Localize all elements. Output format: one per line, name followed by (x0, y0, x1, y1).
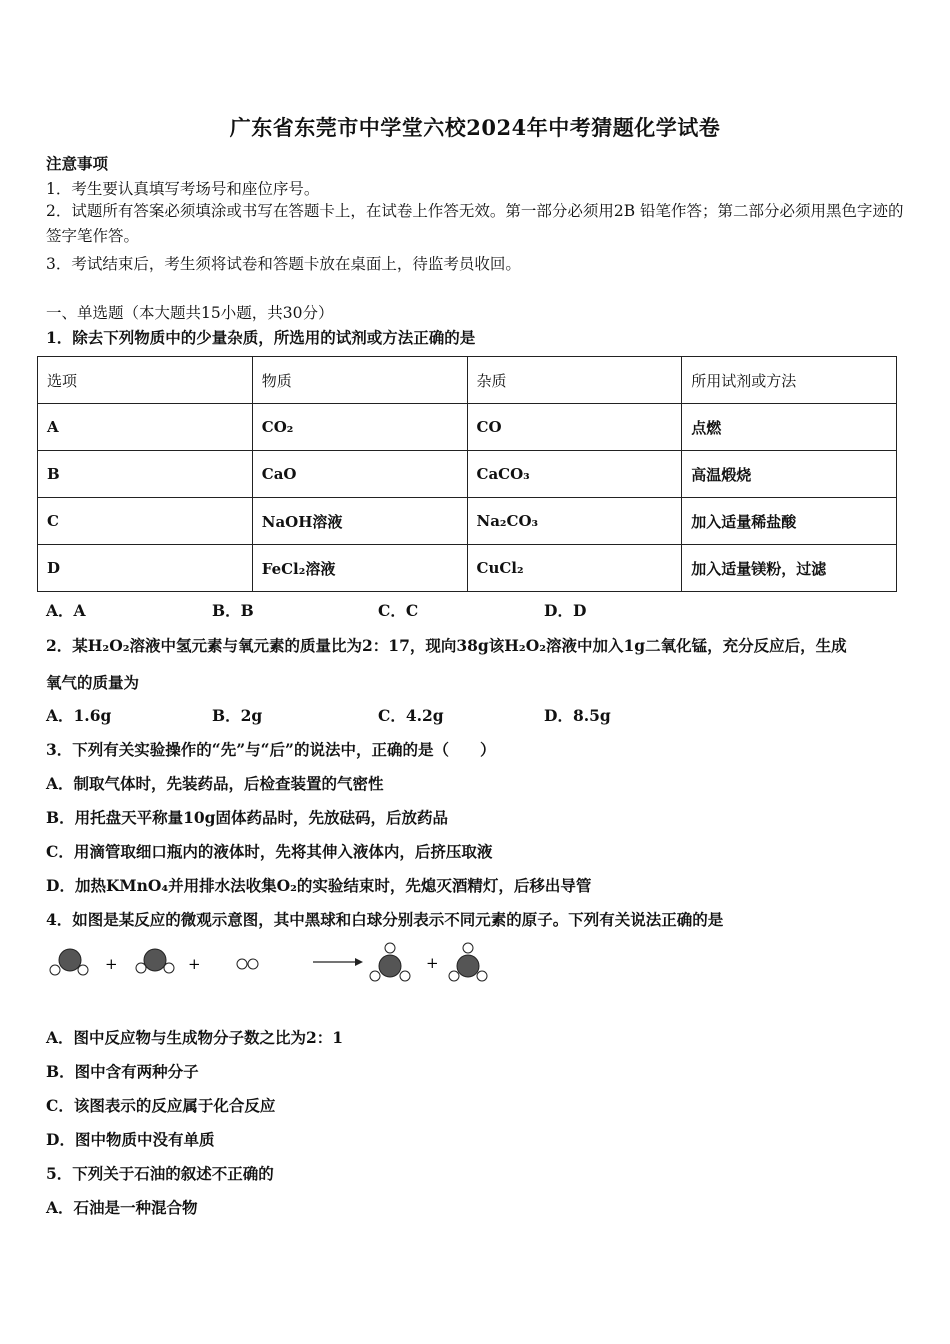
q2-options (46, 704, 710, 726)
table-row (38, 545, 897, 592)
table-cell: 加入适量稀盐酸 (682, 498, 897, 545)
table-cell: C (38, 498, 253, 545)
table-cell: 加入适量镁粉，过滤 (682, 545, 897, 592)
notice-item-3: 3．考试结束后，考生须将试卷和答题卡放在桌面上，待监考员收回。 (46, 255, 521, 273)
q3-option-c: C．用滴管取细口瓶内的液体时，先将其伸入液体内，后挤压取液 (46, 842, 493, 861)
notice-item-1: 1．考生要认真填写考场号和座位序号。 (46, 180, 320, 198)
table-header-cell: 杂质 (467, 357, 682, 404)
table-cell: D (38, 545, 253, 592)
q1-option-a: A．A (46, 601, 86, 620)
reactant-molecule-3 (237, 959, 258, 969)
q3-option-b: B．用托盘天平称量10g固体药品时，先放砝码，后放药品 (46, 808, 449, 827)
table-row (38, 451, 897, 498)
q1-option-b: B．B (212, 601, 254, 620)
table-cell: B (38, 451, 253, 498)
table-header-cell: 物质 (252, 357, 467, 404)
section-heading: 一、单选题（本大题共15小题，共30分） (46, 304, 334, 322)
table-cell: 高温煅烧 (682, 451, 897, 498)
q1-stem: 1．除去下列物质中的少量杂质，所选用的试剂或方法正确的是 (46, 328, 476, 347)
table-header-cell: 所用试剂或方法 (682, 357, 897, 404)
table-cell: CuCl₂ (467, 545, 682, 592)
table-cell: A (38, 404, 253, 451)
plus-sign: + (188, 955, 201, 973)
table-cell: CO (467, 404, 682, 451)
q2-option-b: B．2g (212, 706, 263, 725)
q5-option-a: A．石油是一种混合物 (46, 1198, 198, 1217)
q2-option-d: D．8.5g (544, 706, 611, 725)
table-cell: NaOH溶液 (252, 498, 467, 545)
q2-option-a: A．1.6g (46, 706, 112, 725)
q4-option-b: B．图中含有两种分子 (46, 1062, 199, 1081)
notice-heading: 注意事项 (46, 154, 109, 173)
reaction-diagram (40, 936, 510, 990)
plus-sign: + (105, 955, 118, 973)
q4-stem: 4．如图是某反应的微观示意图，其中黑球和白球分别表示不同元素的原子。下列有关说法正确的是 (46, 910, 724, 929)
arrow-icon (313, 958, 363, 966)
table-cell: CO₂ (252, 404, 467, 451)
product-molecule-2 (449, 943, 487, 981)
plus-sign: + (426, 954, 439, 972)
table-cell: FeCl₂溶液 (252, 545, 467, 592)
table-row (38, 498, 897, 545)
table-cell: CaCO₃ (467, 451, 682, 498)
q5-stem: 5．下列关于石油的叙述不正确的 (46, 1164, 274, 1183)
table-header-cell: 选项 (38, 357, 253, 404)
table-row (38, 404, 897, 451)
table-header-row (38, 357, 897, 404)
q4-option-c: C．该图表示的反应属于化合反应 (46, 1096, 276, 1115)
q1-table (37, 356, 897, 592)
reactant-molecule-2 (136, 949, 174, 973)
table-cell: CaO (252, 451, 467, 498)
table-cell: Na₂CO₃ (467, 498, 682, 545)
q2-stem-line2: 氧气的质量为 (46, 673, 140, 692)
page-title: 广东省东莞市中学堂六校2024年中考猜题化学试卷 (229, 115, 721, 140)
q3-option-d: D．加热KMnO₄并用排水法收集O₂的实验结束时，先熄灭酒精灯，后移出导管 (46, 876, 592, 895)
q1-option-c: C．C (378, 601, 419, 620)
q4-option-a: A．图中反应物与生成物分子数之比为2：1 (46, 1028, 344, 1047)
reactant-molecule-1 (50, 949, 88, 975)
product-molecule-1 (370, 943, 410, 981)
q2-stem-line1: 2．某H₂O₂溶液中氢元素与氧元素的质量比为2：17，现向38g该H₂O₂溶液中加入1g二氧化锰，充分反应后，生成 (46, 636, 847, 655)
table-cell: 点燃 (682, 404, 897, 451)
q2-option-c: C．4.2g (378, 706, 444, 725)
notice-item-2: 2．试题所有答案必须填涂或书写在答题卡上，在试卷上作答无效。第一部分必须用2B 铅笔作答；第二部分必须用黑色字迹的签字笔作答。 (46, 202, 904, 245)
q1-option-d: D．D (544, 601, 587, 620)
q3-stem: 3．下列有关实验操作的“先”与“后”的说法中，正确的是（ ） (46, 740, 496, 759)
q4-option-d: D．图中物质中没有单质 (46, 1130, 215, 1149)
q3-option-a: A．制取气体时，先装药品，后检查装置的气密性 (46, 774, 384, 793)
q1-options (46, 599, 710, 621)
